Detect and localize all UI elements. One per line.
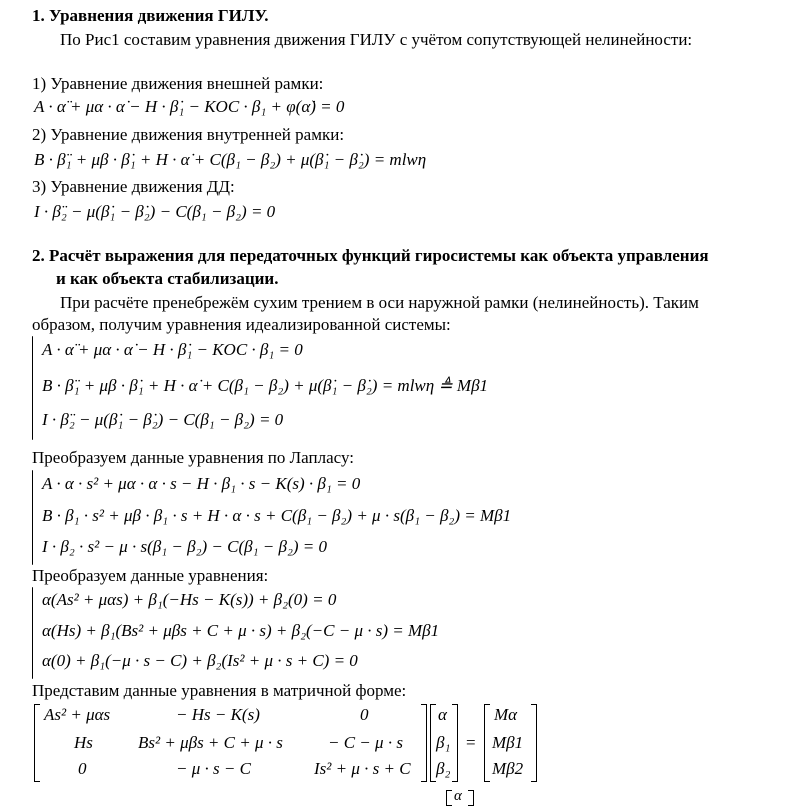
system1-brace (32, 336, 33, 440)
section2-para-line1: При расчёте пренебрежём сухим трением в оси наружной рамки (нелинейность). Таким (60, 293, 699, 312)
vector-right-bracket (452, 704, 458, 782)
eq2-label: 2) Уравнение движения внутренней рамки: (32, 125, 345, 144)
matrix-cell-0-0: As² + μαs (44, 705, 111, 724)
section2-title-line2: и как объекта стабилизации. (56, 269, 279, 288)
rhs-cell-2: Mβ2 (492, 759, 524, 778)
eq1-label: 1) Уравнение движения внешней рамки: (32, 74, 324, 93)
system3-brace (32, 587, 33, 679)
matrix-equals-sign: = (466, 733, 476, 752)
matrix-cell-0-2: 0 (360, 705, 369, 724)
matrix-left-bracket (34, 704, 40, 782)
system2-eq1: A · α · s² + μα · α · s − H · β₁ · s − K(s) · β₁ = 0 (42, 474, 361, 493)
system2-brace (32, 470, 33, 565)
section1-intro: По Рис1 составим уравнения движения ГИЛУ с учётом сопутствующей нелинейности: (60, 30, 693, 49)
system2-eq2: B · β₁ · s² + μβ · β₁ · s + H · α · s + C(β₁ − β₂) + μ · s(β₁ − β₂) = Mβ1 (42, 506, 512, 525)
matrix-cell-1-1: Bs² + μβs + C + μ · s (138, 733, 283, 752)
matrix-label: Представим данные уравнения в матричной форме: (32, 681, 407, 700)
system1-eq3: I · β̈₂ − μ(β̇₁ − β̇₂) − C(β₁ − β₂) = 0 (42, 410, 284, 429)
eq3: I · β̈₂ − μ(β̇₁ − β̇₂) − C(β₁ − β₂) = 0 (34, 202, 276, 221)
rhs-right-bracket (531, 704, 537, 782)
section1-title: 1. Уравнения движения ГИЛУ. (32, 6, 269, 25)
system2-eq3: I · β₂ · s² − μ · s(β₁ − β₂) − C(β₁ − β₂) = 0 (42, 537, 327, 556)
system3-eq2: α(Hs) + β₁(Bs² + μβs + C + μ · s) + β₂(−C − μ · s) = Mβ1 (42, 621, 440, 640)
bottom-vector-bracket-left (446, 790, 452, 806)
system1-eq1: A · α̈ + μα · α̇ − H · β̇₁ − KOC · β₁ = 0 (42, 340, 303, 359)
system3-eq3: α(0) + β₁(−μ · s − C) + β₂(Is² + μ · s + C) = 0 (42, 651, 358, 670)
matrix-cell-2-2: Is² + μ · s + C (314, 759, 411, 778)
bottom-vector-alpha: α (454, 788, 462, 804)
system3-eq1: α(As² + μαs) + β₁(−Hs − K(s)) + β₂(0) = 0 (42, 590, 337, 609)
eq2: B · β̈₁ + μβ · β̇₁ + H · α̇ + C(β₁ − β₂) + μ(β̇₁ − β̇₂) = mlwη (34, 150, 427, 169)
vector-cell-0: α (438, 705, 447, 724)
vector-cell-2: β₂ (436, 759, 451, 778)
rhs-cell-0: Mα (494, 705, 518, 724)
rhs-left-bracket (484, 704, 490, 782)
matrix-cell-2-1: − μ · s − C (176, 759, 251, 778)
matrix-cell-1-0: Hs (74, 733, 93, 752)
matrix-cell-1-2: − C − μ · s (328, 733, 403, 752)
eq3-label: 3) Уравнение движения ДД: (32, 177, 235, 196)
section2-para-line2: образом, получим уравнения идеализированной системы: (32, 315, 451, 334)
transform-label: Преобразуем данные уравнения: (32, 566, 269, 585)
vector-cell-1: β₁ (436, 733, 451, 752)
matrix-cell-2-0: 0 (78, 759, 87, 778)
laplace-label: Преобразуем данные уравнения по Лапласу: (32, 448, 354, 467)
bottom-vector-bracket-right (468, 790, 474, 806)
matrix-cell-0-1: − Hs − K(s) (176, 705, 260, 724)
eq1: A · α̈ + μα · α̇ − H · β̇₁ − KOC · β₁ + φ(α̇) = 0 (34, 97, 345, 116)
section2-title-line1: 2. Расчёт выражения для передаточных функций гиросистемы как объекта управления (32, 246, 709, 265)
matrix-right-bracket (421, 704, 427, 782)
rhs-cell-1: Mβ1 (492, 733, 524, 752)
system1-eq2: B · β̈₁ + μβ · β̇₁ + H · α̇ + C(β₁ − β₂) + μ(β̇₁ − β̇₂) = mlwη ≜ Mβ1 (42, 376, 489, 395)
